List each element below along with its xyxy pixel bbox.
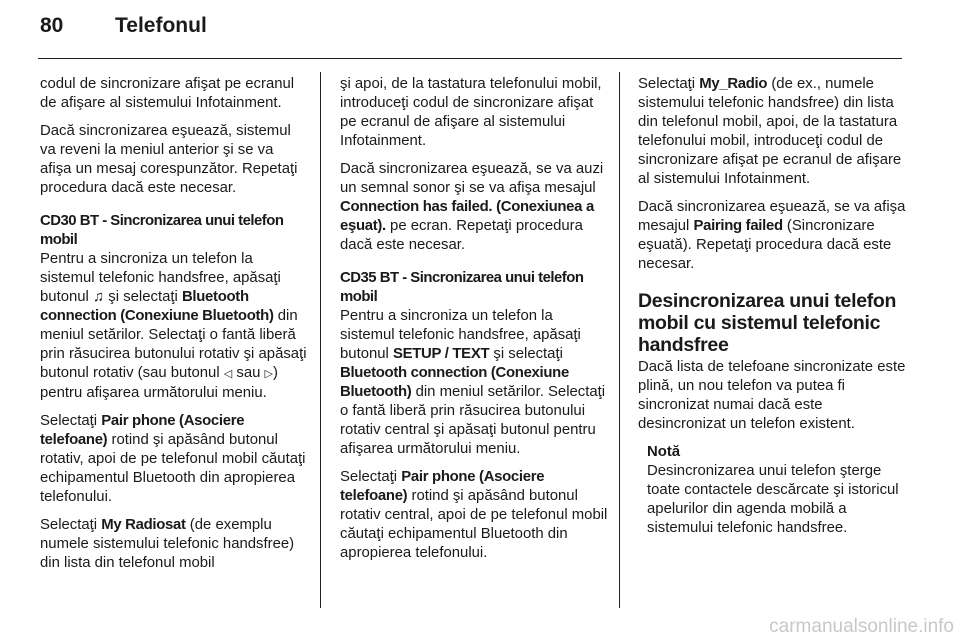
subheading: CD35 BT - Sincronizarea unui telefon mobil (340, 270, 584, 305)
paragraph: codul de sincronizare afişat pe ecranul de afişare al sistemului Infotainment. (40, 76, 295, 111)
paragraph: Pentru a sincroniza un telefon la sistemul telefonic handsfree, apăsaţi butonul ♫ şi selectaţi Bluetooth connection (Conexiune Bluetooth) din meniul setărilor. Selectaţi o fantă liberă prin răsucirea butonului rotativ şi apăsaţi butonul rotativ (sau butonul ◁ sau ▷) pentru afişarea următorului meniu. (40, 251, 307, 401)
page-number: 80 (40, 14, 64, 37)
paragraph: Selectaţi Pair phone (Asociere telefoane) rotind şi apăsând butonul rotativ central, apoi de pe telefonul mobil căutaţi echipamentul Bluetooth din apropierea telefonului. (340, 469, 608, 561)
column-divider (320, 72, 321, 608)
note-title: Notă (647, 444, 681, 460)
paragraph: Dacă lista de telefoane sincronizate este plină, un nou telefon va putea fi sincronizat numai dacă este desincronizat un telefon existent. (638, 359, 906, 432)
subheading: CD30 BT - Sincronizarea unui telefon mobil (40, 213, 284, 248)
paragraph: şi apoi, de la tastatura telefonului mobil, introduceţi codul de sincronizare afişat pe ecranul de afişare al sistemului Infotainment. (340, 76, 602, 149)
page-header (40, 14, 207, 44)
section-heading: Desincronizarea unui telefon mobil cu sistemul telefonic handsfree (638, 290, 897, 356)
left-arrow-icon: ◁ (223, 368, 233, 380)
note-text: Desincronizarea unui telefon şterge toate contactele descărcate şi istoricul apelurilor din agenda mobilă a sistemului telefonic handsfree. (647, 463, 899, 536)
column-left (40, 75, 308, 582)
watermark: carmanualsonline.info (769, 616, 954, 637)
note-box (647, 443, 910, 538)
phone-music-icon: ♫ (93, 289, 105, 305)
column-divider (619, 72, 620, 608)
paragraph: Selectaţi Pair phone (Asociere telefoane) rotind şi apăsând butonul rotativ, apoi de pe telefonul mobil căutaţi echipamentul Bluetooth din apropierea telefonului. (40, 413, 306, 505)
paragraph: Selectaţi My Radiosat (de exemplu numele sistemului telefonic handsfree) din lista din telefonul mobil (40, 517, 295, 571)
paragraph: Pentru a sincroniza un telefon la sistemul telefonic handsfree, apăsaţi butonul SETUP / TEXT şi selectaţi Bluetooth connection (Conexiune Bluetooth) din meniul setărilor. Selectaţi o fantă liberă prin răsucirea butonului rotativ central şi apăsaţi butonul pentru afişarea următorului meniu. (340, 308, 606, 457)
chapter-title: Telefonul (115, 14, 207, 37)
paragraph: Selectaţi My_Radio (de ex., numele sistemului telefonic handsfree) din lista din telefonul mobil, apoi, de la tastatura telefonului mobil, introduceţi codul de sincronizare afişat pe ecranul de afişare al sistemului Infotainment. (638, 76, 902, 187)
header-rule (38, 58, 902, 59)
column-right (638, 75, 910, 547)
paragraph: Dacă sincronizarea eşuează, se va afişa mesajul Pairing failed (Sincronizare eşuată). Repetaţi procedura dacă este necesar. (638, 199, 906, 272)
column-middle (340, 75, 608, 572)
right-arrow-icon: ▷ (264, 368, 274, 380)
paragraph: Dacă sincronizarea eşuează, sistemul va reveni la meniul anterior şi se va afişa un mesaj corespunzător. Repetaţi procedura dacă este necesar. (40, 123, 298, 196)
paragraph: Dacă sincronizarea eşuează, se va auzi un semnal sonor şi se va afişa mesajul Connection has failed. (Conexiunea a eşuat). pe ecran. Repetaţi procedura dacă este necesar. (340, 161, 604, 253)
